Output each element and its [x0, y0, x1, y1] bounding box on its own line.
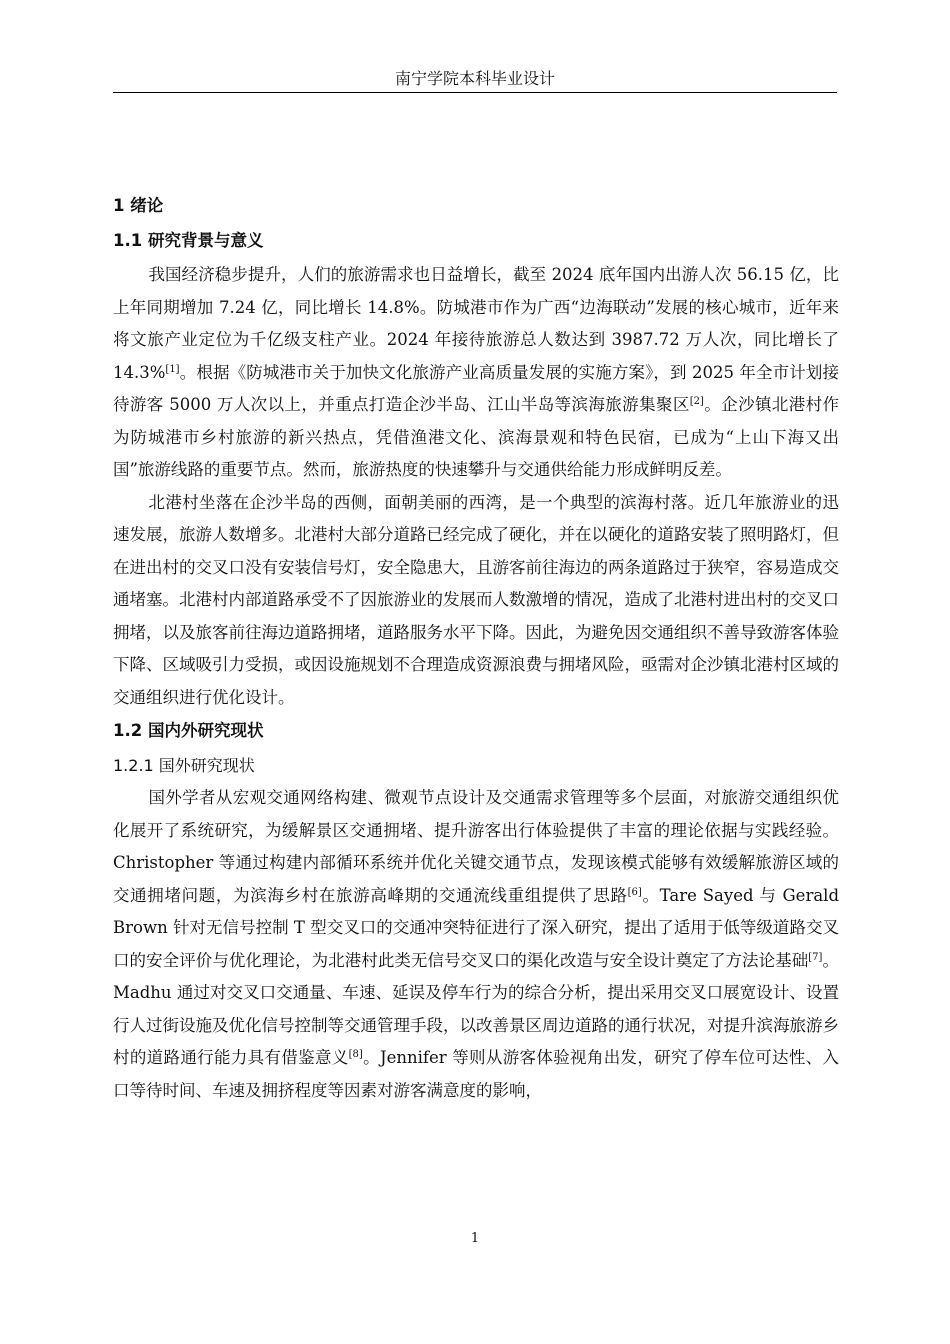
paragraph-foreign-research	[113, 782, 839, 1107]
paragraph-text: 。Tare Sayed 与 Gerald Brown 针对无信号控制 T 型交叉口的交通冲突特征进行了深入研究，提出了适用于低等级道路交叉口的安全评价与优化理论，为北港村此类无信号交叉口的渠化改造与安全设计奠定了方法论基础	[113, 885, 840, 970]
citation-7: [7]	[808, 951, 823, 963]
paragraph-beigang: 北港村坐落在企沙半岛的西侧，面朝美丽的西湾，是一个典型的滨海村落。近几年旅游业的迅速发展，旅游人数增多。北港村大部分道路已经完成了硬化，并在以硬化的道路安装了照明路灯，但在进出村的交叉口没有安装信号灯，安全隐患大，且游客前往海边的两条道路过于狭窄，容易造成交通堵塞。北港村内部道路承受不了因旅游业的发展而人数激增的情况，造成了北港村进出村的交叉口拥堵，以及旅客前往海边道路拥堵，道路服务水平下降。因此，为避免因交通组织不善导致游客体验下降、区域吸引力受损，或因设施规划不合理造成资源浪费与拥堵风险，亟需对企沙镇北港村区域的交通组织进行优化设计。	[113, 492, 839, 707]
section-heading-1-1: 1.1 研究背景与意义	[113, 231, 264, 250]
citation-8: [8]	[348, 1049, 363, 1060]
paragraph-text: 国外学者从宏观交通网络构建、微观节点设计及交通需求管理等多个层面，对旅游交通组织优化展开了系统研究，为缓解景区交通拥堵、提升游客出行体验提供了丰富的理论依据与实践经验。Christopher 等通过构建内部循环系统并优化关键交通节点，发现该模式能够有效缓解旅游区域的交通拥堵问题，为滨海乡村在旅游高峰期的交通流线重组提供了思路	[113, 788, 839, 905]
page-number: 1	[470, 1231, 480, 1246]
paragraph-text: 。企沙镇北港村作为防城港市乡村旅游的新兴热点，凭借渔港文化、滨海景观和特色民宿，已成为“上山下海又出国”旅游线路的重要节点。然而，旅游热度的快速攀升与交通供给能力形成鲜明反差。	[113, 395, 839, 479]
section-heading-1-2: 1.2 国内外研究现状	[113, 721, 264, 740]
header-title: 南宁学院本科毕业设计	[394, 69, 555, 88]
subsection-heading-1-2-1: 1.2.1 国外研究现状	[113, 756, 255, 775]
paragraph-background	[113, 259, 839, 487]
citation-6: [6]	[627, 886, 642, 898]
citation-2: [2]	[689, 396, 704, 407]
paragraph-text: 我国经济稳步提升，人们的旅游需求也日益增长，截至 2024 底年国内出游人次 56.15 亿，比上年同期增加 7.24 亿，同比增长 14.8%。防城港市作为广西“边海联动”发展的核心城市，近年来将文旅产业定位为千亿级支柱产业。2024 年接待旅游总人数达到 3987.72 万人次，同比增长了 14.3%	[113, 265, 839, 382]
citation-1: [1]	[165, 363, 180, 375]
page-header	[113, 66, 837, 93]
paragraph-text: 。根据《防城港市关于加快文化旅游产业高质量发展的实施方案》，到 2025 年全市计划接待游客 5000 万人次以上，并重点打造企沙半岛、江山半岛等滨海旅游集聚区	[113, 362, 839, 414]
chapter-heading: 1 绪论	[113, 196, 164, 215]
paragraph-text: 。Madhu 通过对交叉口交通量、车速、延误及停车行为的综合分析，提出采用交叉口展宽设计、设置行人过街设施及优化信号控制等交通管理手段，以改善景区周边道路的通行状况，对提升滨海旅游乡村的道路通行能力具有借鉴意义	[113, 950, 840, 1067]
document-body	[113, 190, 839, 1107]
paragraph-text: 。Jennifer 等则从游客体验视角出发，研究了停车位可达性、入口等待时间、车速及拥挤程度等因素对游客满意度的影响，	[113, 1048, 839, 1100]
